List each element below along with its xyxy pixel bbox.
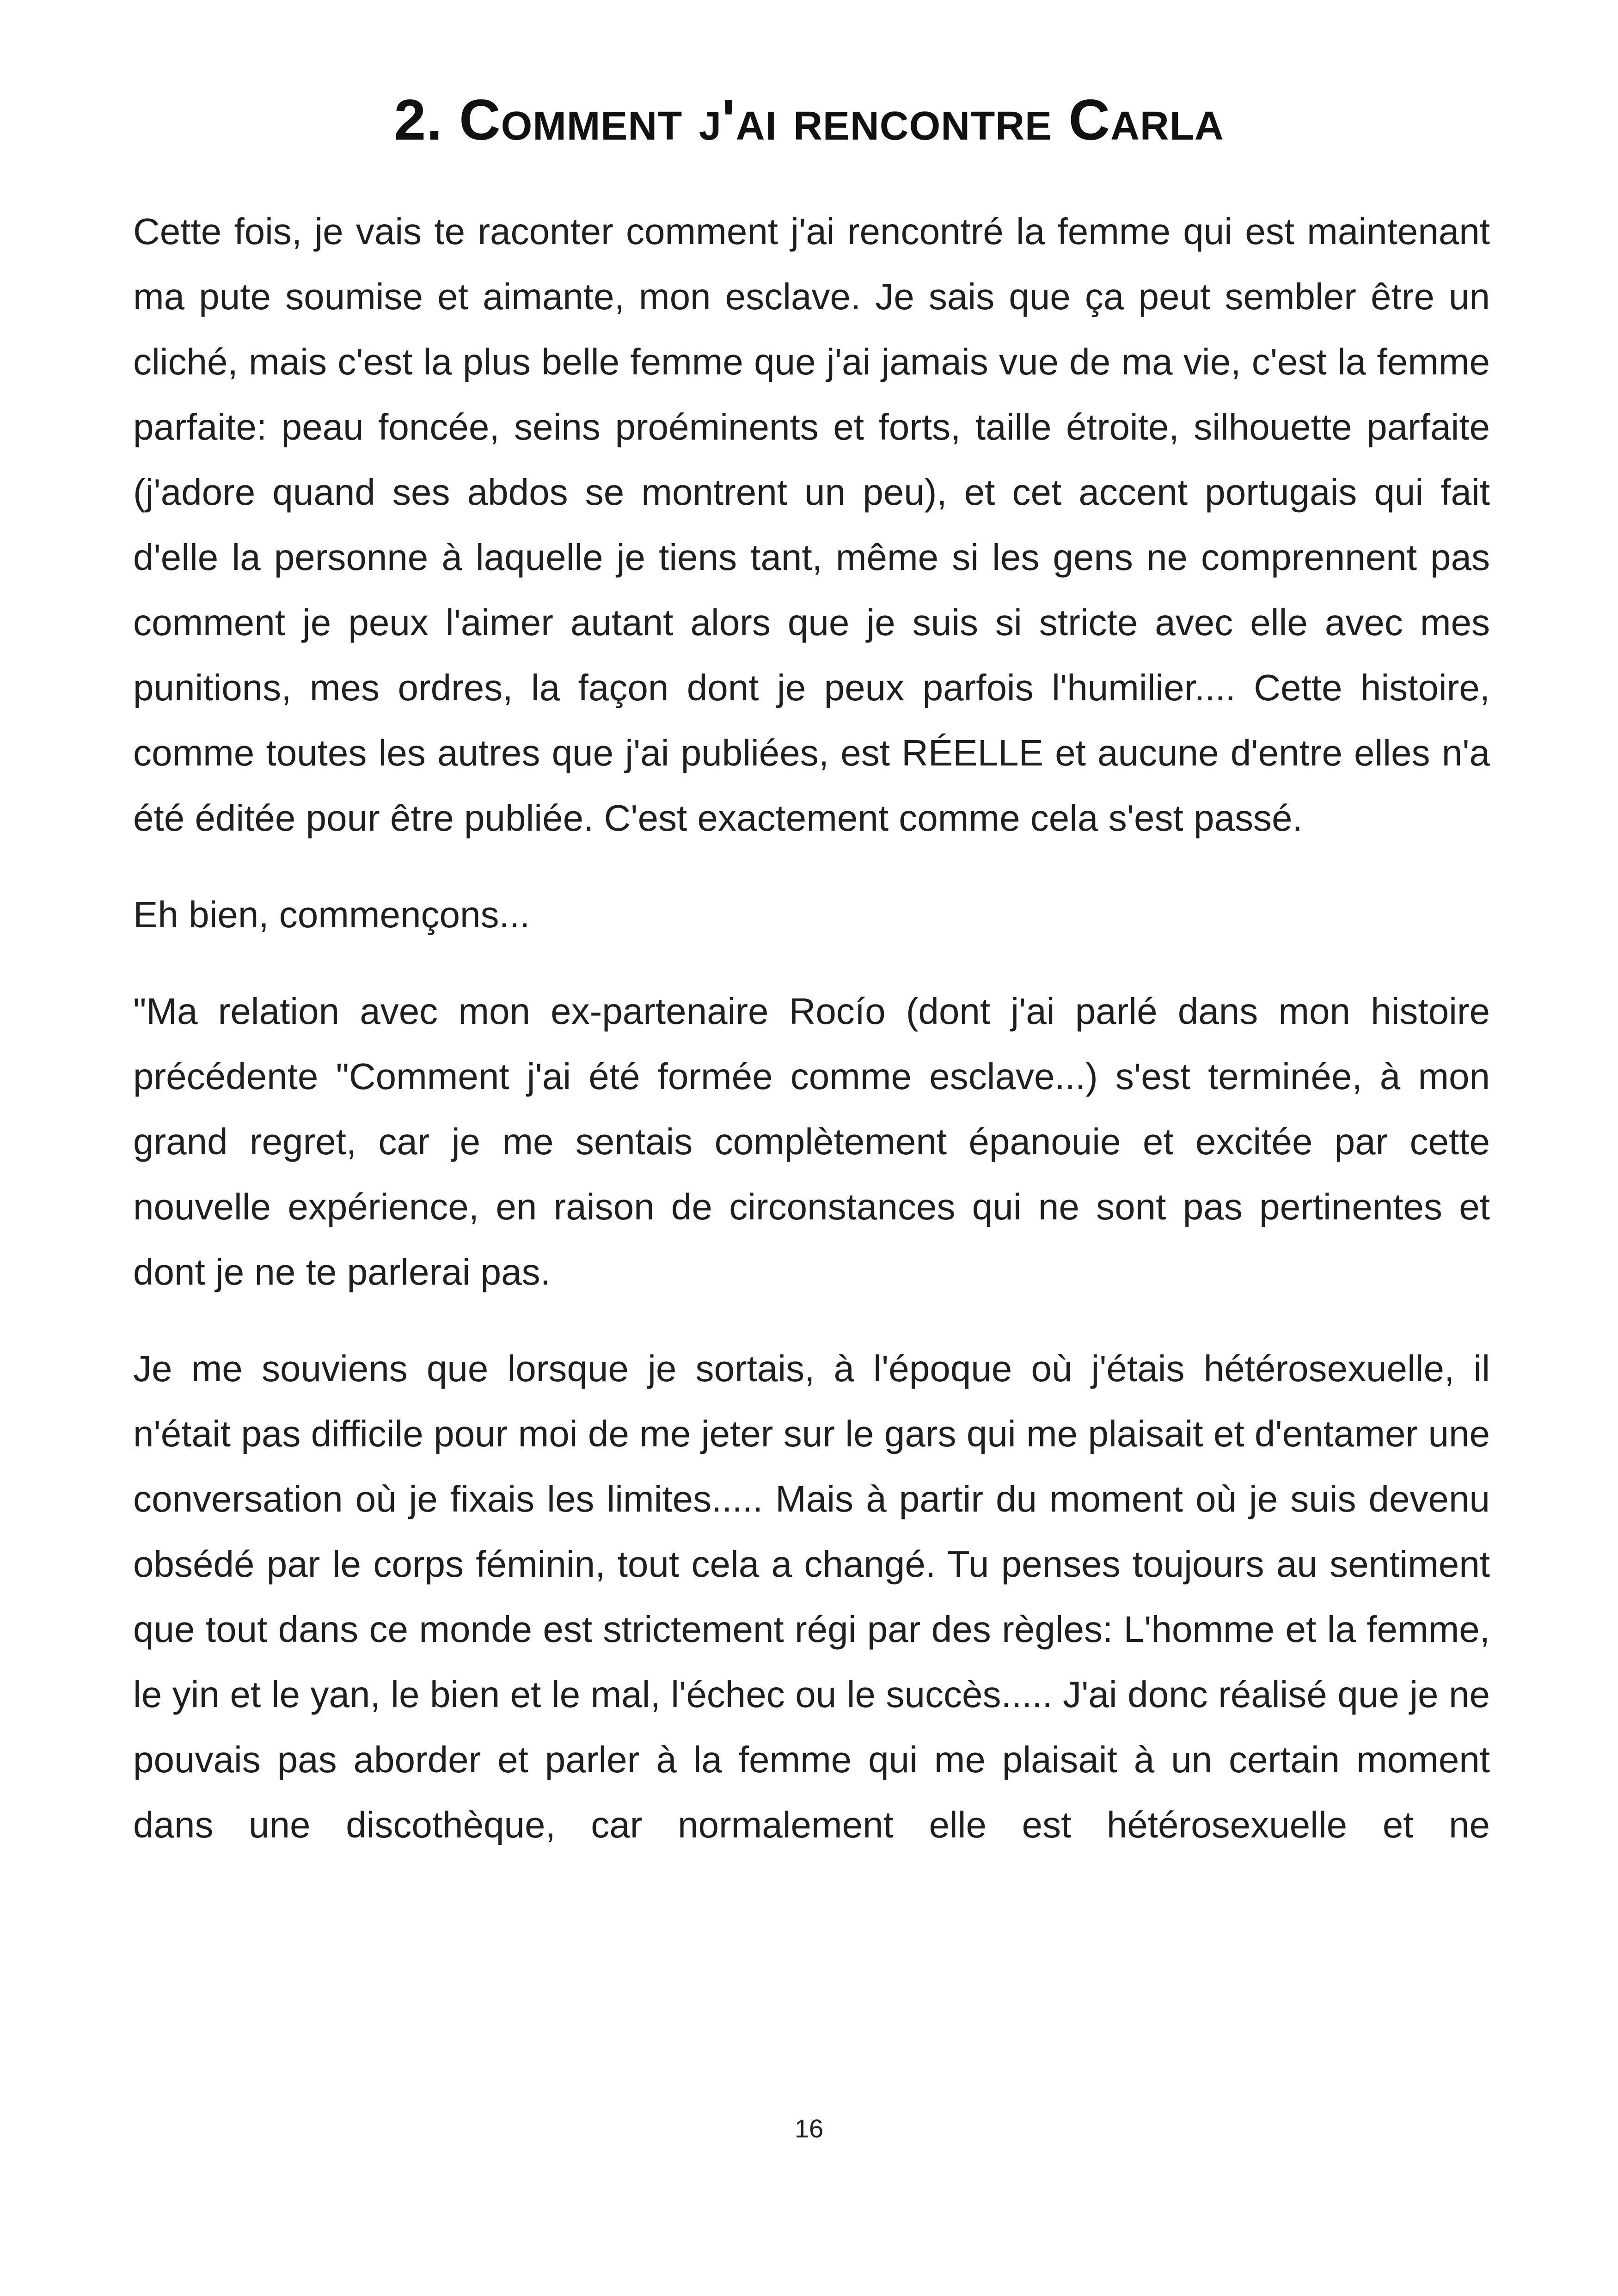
page-number: 16 bbox=[794, 2114, 824, 2143]
paragraph-previous-relationship: "Ma relation avec mon ex-partenaire Rocío (dont j'ai parlé dans mon histoire précédente "Comment j'ai été formée comme esclave...) s'est terminée, à mon grand regret, car je me sentais complètement épanouie et excitée par cette nouvelle expérience, en raison de circonstances qui ne sont pas pertinentes et dont je ne te parlerai pas. bbox=[133, 991, 1490, 1292]
paragraph-memories: Je me souviens que lorsque je sortais, à l'époque où j'étais hétérosexuelle, il n'était pas difficile pour moi de me jeter sur le gars qui me plaisait et d'entamer une conversation où je fixais les limites..... Mais à partir du moment où je suis devenu obsédé par le corps féminin, tout cela a changé. Tu penses toujours au sentiment que tout dans ce monde est strictement régi par des règles: L'homme et la femme, le yin et le yan, le bien et le mal, l'échec ou le succès..... J'ai donc réalisé que je ne pouvais pas aborder et parler à la femme qui me plaisait à un certain moment dans une discothèque, car normalement elle est hétérosexuelle et ne bbox=[133, 1348, 1490, 1845]
chapter-body bbox=[133, 199, 1490, 1857]
paragraph-lets-begin: Eh bien, commençons... bbox=[133, 894, 530, 935]
paragraph-intro: Cette fois, je vais te raconter comment j'ai rencontré la femme qui est maintenant ma pute soumise et aimante, mon esclave. Je sais que ça peut sembler être un cliché, mais c'est la plus belle femme que j'ai jamais vue de ma vie, c'est la femme parfaite: peau foncée, seins proéminents et forts, taille étroite, silhouette parfaite (j'adore quand ses abdos se montrent un peu), et cet accent portugais qui fait d'elle la personne à laquelle je tiens tant, même si les gens ne comprennent pas comment je peux l'aimer autant alors que je suis si stricte avec elle avec mes punitions, mes ordres, la façon dont je peux parfois l'humilier.... Cette histoire, comme toutes les autres que j'ai publiées, est RÉELLE et aucune d'entre elles n'a été éditée pour être publiée. C'est exactement comme cela s'est passé. bbox=[133, 211, 1490, 839]
chapter-title: 2. Comment j'ai rencontre Carla bbox=[394, 88, 1224, 152]
